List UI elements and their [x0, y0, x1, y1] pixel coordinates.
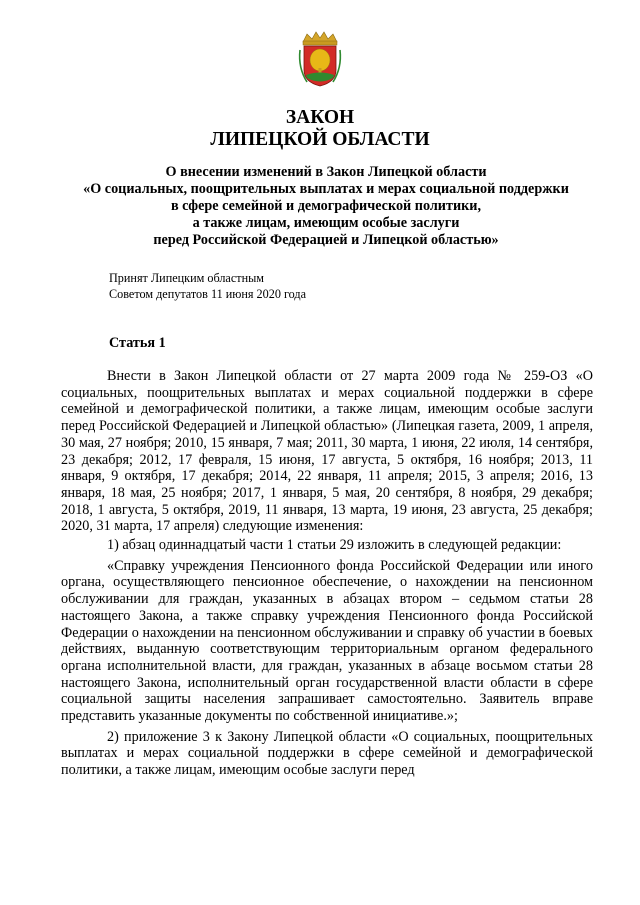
subtitle-line: перед Российской Федерацией и Липецкой областью» [153, 232, 499, 248]
law-subtitle [60, 164, 592, 249]
adoption-date-line: Советом депутатов 11 июня 2020 года [109, 287, 307, 301]
subtitle-line: в сфере семейной и демографической политики, [170, 198, 482, 214]
law-title: ЗАКОН [285, 107, 355, 128]
subtitle-line: а также лицам, имеющим особые заслуги [192, 215, 460, 231]
article-body [61, 368, 593, 779]
amendment-quote-1: «Справку учреждения Пенсионного фонда Российской Федерации или иного органа, осуществляющего пенсионное обеспечение, о нахождении на пенсионном обслуживании для граждан, указанных в абзацах втором – седьмом статьи 28 настоящего Закона, а также справку учреждения Пенсионного фонда Российской Федерации о нахождении на пенсионном обслуживании и справку об участии в боевых действиях, выданную соответствующим территориальным органом федерального органа исполнительной власти, для граждан, указанных в абзаце восьмом статьи 28 настоящего Закона, исполнительный орган государственной власти области в сфере социальной защиты населения запрашивает самостоятельно. Заявитель вправе представить указанные документы по собственной инициативе.»; [61, 557, 593, 725]
subtitle-line: «О социальных, поощрительных выплатах и мерах социальной поддержки [83, 181, 569, 197]
law-region: ЛИПЕЦКОЙ ОБЛАСТИ [210, 129, 430, 150]
amendment-item-1: 1) абзац одиннадцатый части 1 статьи 29 изложить в следующей редакции: [107, 537, 562, 554]
amendment-item-2: 2) приложение 3 к Закону Липецкой области «О социальных, поощрительных выплатах и мерах социальной поддержки в сфере семейной и демографической политики, а также лицам, имеющим особые заслуги перед [61, 728, 593, 779]
subtitle-line: О внесении изменений в Закон Липецкой области [165, 164, 487, 180]
adoption-line: Принят Липецким областным [109, 271, 265, 285]
coat-of-arms-icon [297, 30, 343, 88]
adoption-note [109, 270, 306, 302]
article-heading: Статья 1 [109, 335, 166, 351]
article-intro-paragraph: Внести в Закон Липецкой области от 27 марта 2009 года № 259-ОЗ «О социальных, поощрительных выплатах и мерах социальной поддержки в сфере семейной и демографической политики, а также лицам, имеющим особые заслуги перед Российской Федерацией и Липецкой областью» (Липецкая газета, 2009, 1 апреля, 30 мая, 27 ноября; 2010, 15 января, 7 мая; 2011, 30 марта, 1 июня, 22 июля, 14 сентября, 23 декабря; 2012, 17 февраля, 15 июня, 17 августа, 5 октября, 16 ноября; 2013, 11 января, 9 октября, 17 декабря; 2014, 22 января, 11 апреля; 2015, 3 апреля; 2016, 13 января, 18 мая, 25 ноября; 2017, 1 января, 5 мая, 20 сентября, 8 ноября, 29 декабря; 2018, 1 августа, 5 октября, 2019, 11 января, 13 марта, 19 июня, 23 августа, 25 декабря; 2020, 31 марта, 17 апреля) следующие изменения: [61, 368, 593, 535]
